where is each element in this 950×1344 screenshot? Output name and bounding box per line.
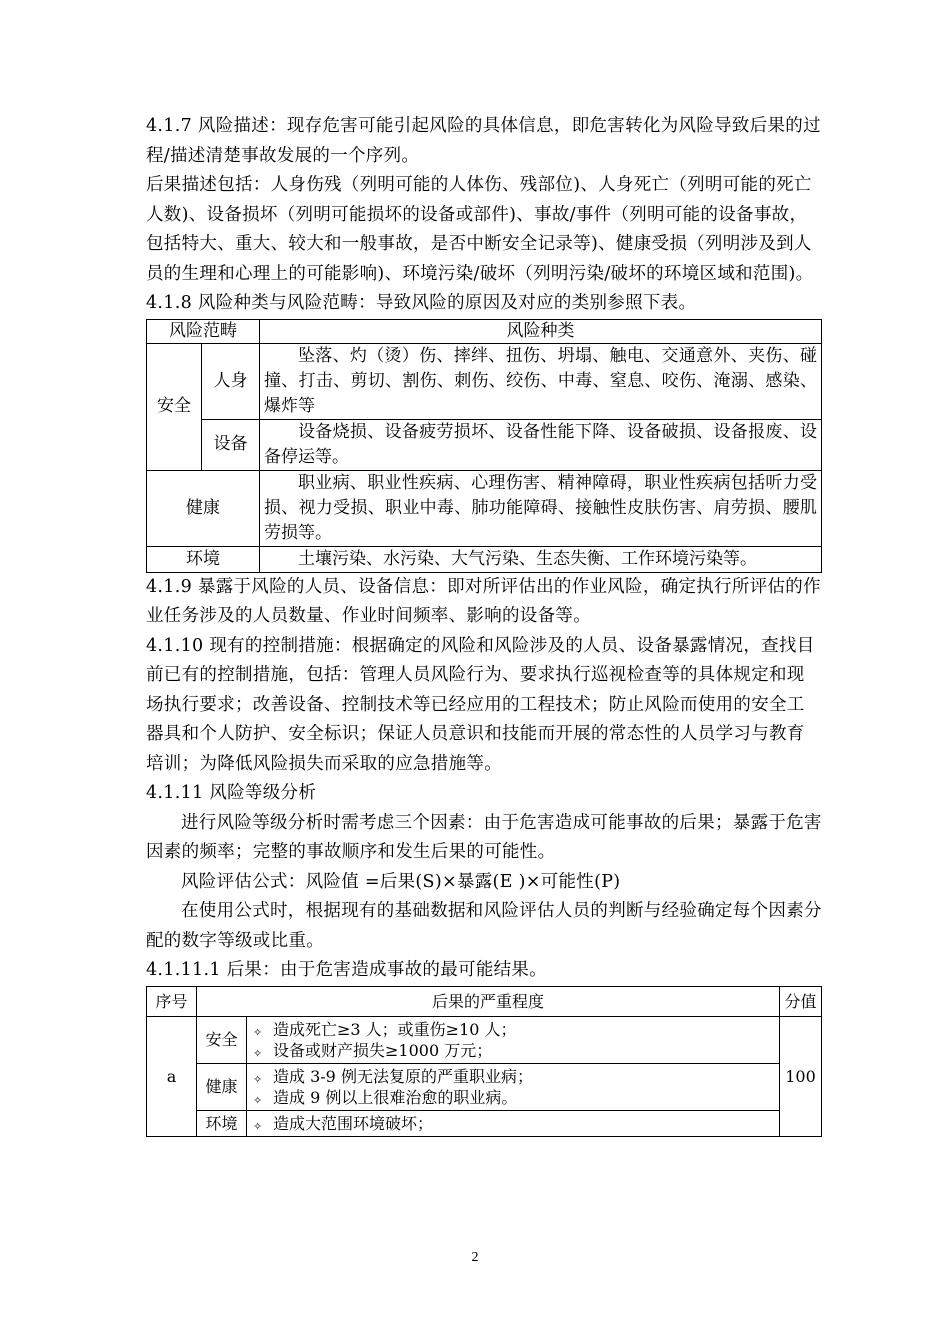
para-4-1-11-1: 4.1.11.1 后果：由于危害造成事故的最可能结果。: [146, 960, 548, 980]
para-4-1-11-heading: 4.1.11 风险等级分析: [146, 783, 317, 803]
para-4-1-8: 4.1.8 风险种类与风险范畴：导致风险的原因及对应的类别参照下表。: [146, 293, 697, 313]
cell-equipment: 设备: [202, 419, 260, 470]
cell-environment-types: 土壤污染、水污染、大气污染、生态失衡、工作环境污染等。: [260, 546, 822, 572]
consequence-table: [146, 986, 822, 1137]
diamond-bullet-icon: ✧: [253, 1119, 263, 1133]
header-type: 风险种类: [260, 319, 822, 343]
para-risk-factors: 进行风险等级分析时需考虑三个因素：由于危害造成可能事故的后果；暴露于危害因素的频率；完整的事故顺序和发生后果的可能性。: [146, 812, 822, 862]
document-page: [146, 112, 822, 1137]
list-item: ✧ 造成死亡≥3 人；或重伤≥10 人；: [253, 1019, 517, 1039]
cell-safety: 安全: [147, 343, 202, 470]
cell-health-label: 健康: [197, 1063, 247, 1110]
list-item: ✧ 设备或财产损失≥1000 万元；: [253, 1040, 493, 1060]
cell-environment-label: 环境: [197, 1110, 247, 1136]
header-severity: 后果的严重程度: [197, 986, 780, 1016]
para-4-1-9: 4.1.9 暴露于风险的人员、设备信息：即对所评估出的作业风险，确定执行所评估的作业任务涉及的人员数量、作业时间频率、影响的设备等。: [146, 576, 821, 626]
cell-environment-items: [247, 1110, 780, 1136]
para-formula-usage: 在使用公式时，根据现有的基础数据和风险评估人员的判断与经验确定每个因素分配的数字等级或比重。: [146, 901, 822, 951]
cell-personal-types: 坠落、灼（烫）伤、摔绊、扭伤、坍塌、触电、交通意外、夹伤、碰撞、打击、剪切、割伤、刺伤、绞伤、中毒、窒息、咬伤、淹溺、感染、爆炸等: [260, 343, 822, 419]
risk-category-table: [146, 319, 822, 573]
list-item: ✧ 造成大范围环境破坏；: [253, 1113, 434, 1133]
cell-personal: 人身: [202, 343, 260, 419]
diamond-bullet-icon: ✧: [253, 1072, 263, 1086]
cell-health: 健康: [147, 470, 260, 546]
header-no: 序号: [147, 986, 197, 1016]
diamond-bullet-icon: ✧: [253, 1093, 263, 1107]
list-item: ✧ 造成 3-9 例无法复原的严重职业病；: [253, 1066, 533, 1086]
cell-health-types: 职业病、职业性疾病、心理伤害、精神障碍，职业性疾病包括听力受损、视力受损、职业中毒、肺功能障碍、接触性皮肤伤害、肩劳损、腰肌劳损等。: [260, 470, 822, 546]
diamond-bullet-icon: ✧: [253, 1025, 263, 1039]
cell-row-no: a: [147, 1016, 197, 1136]
cell-equipment-types: 设备烧损、设备疲劳损坏、设备性能下降、设备破损、设备报废、设备停运等。: [260, 419, 822, 470]
cell-safety-label: 安全: [197, 1016, 247, 1063]
para-4-1-10: 4.1.10 现有的控制措施：根据确定的风险和风险涉及的人员、设备暴露情况，查找目前已有的控制措施，包括：管理人员风险行为、要求执行巡视检查等的具体规定和现场执行要求；改善设备、控制技术等已经应用的工程技术；防止风险而使用的安全工器具和个人防护、安全标识；保证人员意识和技能而开展的常态性的人员学习与教育培训；为降低风险损失而采取的应急措施等。: [146, 635, 815, 774]
cell-score: 100: [780, 1016, 822, 1136]
cell-health-items: [247, 1063, 780, 1110]
header-score: 分值: [780, 986, 822, 1016]
cell-safety-items: [247, 1016, 780, 1063]
para-4-1-7: 4.1.7 风险描述：现存危害可能引起风险的具体信息，即危害转化为风险导致后果的过程/描述清楚事故发展的一个序列。: [146, 116, 821, 166]
cell-environment: 环境: [147, 546, 260, 572]
header-category: 风险范畴: [147, 319, 260, 343]
para-risk-formula: 风险评估公式：风险值 =后果(S)×暴露(E )×可能性(P): [181, 871, 621, 892]
diamond-bullet-icon: ✧: [253, 1046, 263, 1060]
page-number: 2: [471, 1250, 479, 1265]
list-item: ✧ 造成 9 例以上很难治愈的职业病。: [253, 1087, 518, 1107]
para-consequence-desc: 后果描述包括：人身伤残（列明可能的人体伤、残部位)、人身死亡（列明可能的死亡人数)、设备损坏（列明可能损坏的设备或部件)、事故/事件（列明可能的设备事故，包括特大、重大、较大和一般事故，是否中断安全记录等)、健康受损（列明涉及到人员的生理和心理上的可能影响)、环境污染/破坏（列明污染/破坏的环境区域和范围)。: [146, 175, 814, 284]
